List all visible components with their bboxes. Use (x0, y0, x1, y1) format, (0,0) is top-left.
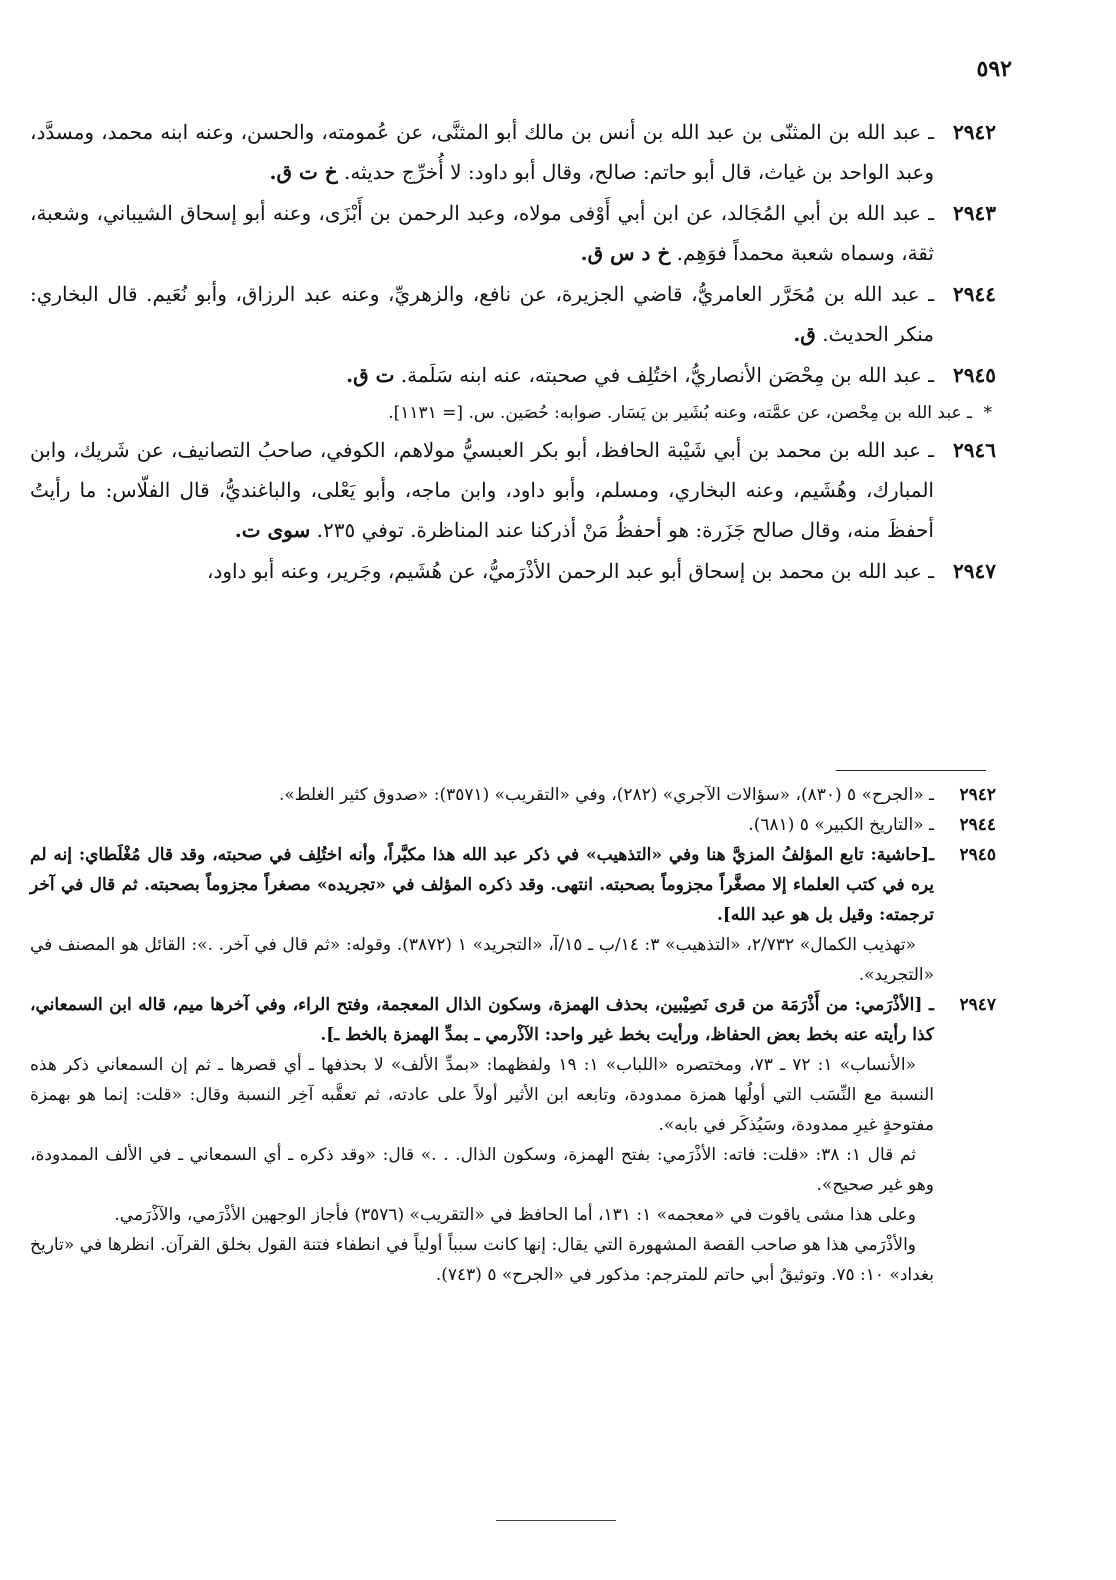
entry-number: ٢٩٤٥ (953, 363, 996, 387)
main-text (30, 112, 996, 592)
page-end-rule (496, 1520, 616, 1521)
entry-2947 (30, 551, 996, 591)
entry-codes: خ د س ق. (580, 241, 671, 265)
entry-2942 (30, 112, 996, 192)
entry-number: ٢٩٤٧ (953, 559, 996, 583)
footnote-2947 (30, 990, 996, 1050)
star-note (30, 396, 996, 430)
entry-number: ٢٩٤٤ (953, 282, 996, 306)
footnote-text: ـ [الأذْرَمي: من أَذْرَمَة من قرى نَصِيْبين، بحذف الهمزة، وسكون الذال المعجمة، وفتح الراء، وفي آخرها ميم، قاله ابن السمعاني، كذا رأيته عنه بخط بعض الحفاظ، ورأيت بخط غير واحد: الآذْرمي ـ بمدِّ الهمزة بالخط ـ]. (30, 995, 934, 1045)
star-note-text: ـ عبد الله بن مِحْصن، عن عمَّته، وعنه بُشَير بن يَسَار. صوابه: حُصَين. س. [= ١١٣١]. (388, 403, 972, 423)
footnote-2945 (30, 840, 996, 930)
entry-2944 (30, 274, 996, 354)
entry-number: ٢٩٤٣ (953, 201, 996, 225)
entry-text: ـ عبد الله بن محمد بن إسحاق أبو عبد الرحمن الأذْرَميُّ، عن هُشَيم، وجَرير، وعنه أبو داود، (206, 559, 934, 583)
entry-2943 (30, 193, 996, 273)
footnote-text: ـ «التاريخ الكبير» ٥ (٦٨١). (748, 815, 934, 835)
footnote-text: ـ[حاشية: تابع المؤلفُ المزيَّ هنا وفي «التذهيب» في ذكر عبد الله هذا مكبَّراً، وأنه اختُلِف في صحبته، وقد قال مُغْلَطاي: إنه لم يره في كتب العلماء إلا مصغَّراً مجزوماً بصحبته. انتهى. وقد ذكره المؤلف في «تجريده» مصغراً مجزوماً بصحبته. ثم قال في آخر ترجمته: وقيل بل هو عبد الله]. (30, 845, 934, 925)
entry-text: ـ عبد الله بن مِحْصَن الأنصاريُّ، اختُلِف في صحبته، عنه ابنه سَلَمة. (400, 363, 934, 387)
entry-text: ـ عبد الله بن أبي المُجَالد، عن ابن أبي أَوْفى مولاه، وعبد الرحمن بن أَبْزَى، وعنه أبو إسحاق الشيباني، وشعبة، ثقة، وسماه شعبة محمداً فوَهِم. (30, 201, 934, 265)
entry-number: ٢٩٤٢ (953, 120, 996, 144)
footnote-number: ٢٩٤٢ (959, 785, 996, 805)
footnotes (30, 780, 996, 1290)
entry-codes: خ ت ق. (269, 160, 338, 184)
entry-text: ـ عبد الله بن مُحَرَّر العامريُّ، قاضي الجزيرة، عن نافع، والزهريِّ، وعنه عبد الرزاق، وأبو نُعَيم. قال البخاري: منكر الحديث. (30, 282, 934, 346)
page-number: ٥٩٢ (976, 56, 1012, 82)
footnote-paragraph: والأذْرَمي هذا هو صاحب القصة المشهورة التي يقال: إنها كانت سبباً أولياً في انطفاء فتنة القول بخلق القرآن. انظرها في «تاريخ بغداد» ١٠: ٧٥. وتوثيقُ أبي حاتم للمترجم: مذكور في «الجرح» ٥ (٧٤٣). (30, 1235, 934, 1285)
entry-codes: ق. (793, 322, 816, 346)
footnote-paragraph: وعلى هذا مشى ياقوت في «معجمه» ١: ١٣١، أما الحافظ في «التقريب» (٣٥٧٦) فأجاز الوجهين الأذْرَمي، والآذْرَمي. (114, 1205, 916, 1225)
footnote-2944 (30, 810, 996, 840)
footnote-number: ٢٩٤٧ (959, 995, 996, 1015)
footnote-paragraph: ثم قال ١: ٣٨: «قلت: فاته: الأذْرَمي: بفتح الهمزة، وسكون الذال. . .» قال: «وقد ذكره ـ أي السمعاني ـ في الألف الممدودة، وهو غير صحيح». (30, 1145, 934, 1195)
entry-2946 (30, 430, 996, 550)
footnote-2947-sources (30, 1050, 996, 1290)
footnote-2945-sources (30, 930, 996, 990)
footnote-paragraph: «الأنساب» ١: ٧٢ ـ ٧٣، ومختصره «اللباب» ١: ١٩ ولفظهما: «بمدِّ الألف» لا بحذفها ـ أي قصرها ـ ثم إن السمعاني ذكر هذه النسبة مع النِّسَب التي أولُها همزة ممدودة، وتابعه ابن الأثير أولاً على عادته، ثم تعقَّبه آخِر النسبة وقال: «قلت: إنما هو بهمزة مفتوحةٍ غيرِ ممدودة، وسَيُذكَر في بابه». (30, 1055, 934, 1135)
entry-text: ـ عبد الله بن المثنّى بن عبد الله بن أنس بن مالك أبو المثنَّى، عن عُمومته، والحسن، وعنه ابنه محمد، ومسدَّد، وعبد الواحد بن غياث، قال أبو حاتم: صالح، وقال أبو داود: لا أُخرِّج حديثه. (30, 120, 934, 184)
entry-codes: ت ق. (346, 363, 395, 387)
footnote-number: ٢٩٤٥ (959, 845, 996, 865)
footnote-divider (836, 770, 986, 771)
footnote-text: ـ «الجرح» ٥ (٨٣٠)، «سؤالات الآجري» (٢٨٢)، وفي «التقريب» (٣٥٧١): «صدوق كثير الغلط». (278, 785, 934, 805)
entry-codes: سوى ت. (234, 518, 311, 542)
entry-2945 (30, 355, 996, 395)
star-marker: * (983, 403, 992, 423)
entry-number: ٢٩٤٦ (953, 438, 996, 462)
entry-text: ـ عبد الله بن محمد بن أبي شَيْبة الحافظ، أبو بكر العبسيُّ مولاهم، الكوفي، صاحبُ التصانيف، عن شَريك، وابن المبارك، وهُشَيم، وعنه البخاري، ومسلم، وأبو داود، وابن ماجه، وأبو يَعْلى، والباغنديُّ، قال الفلّاس: ما رأيتُ أحفظَ منه، وقال صالح جَزَرة: هو أحفظُ مَنْ أذركنا عند المناظرة. توفي ٢٣٥. (30, 438, 934, 542)
footnote-paragraph: «تهذيب الكمال» ٢/٧٣٢، «التذهيب» ٣: ١٤/ب ـ ١٥/آ، «التجريد» ١ (٣٨٧٢). وقوله: «ثم قال في آخر. .»: القائل هو المصنف في «التجريد». (30, 935, 934, 985)
footnote-number: ٢٩٤٤ (959, 815, 996, 835)
footnote-2942 (30, 780, 996, 810)
